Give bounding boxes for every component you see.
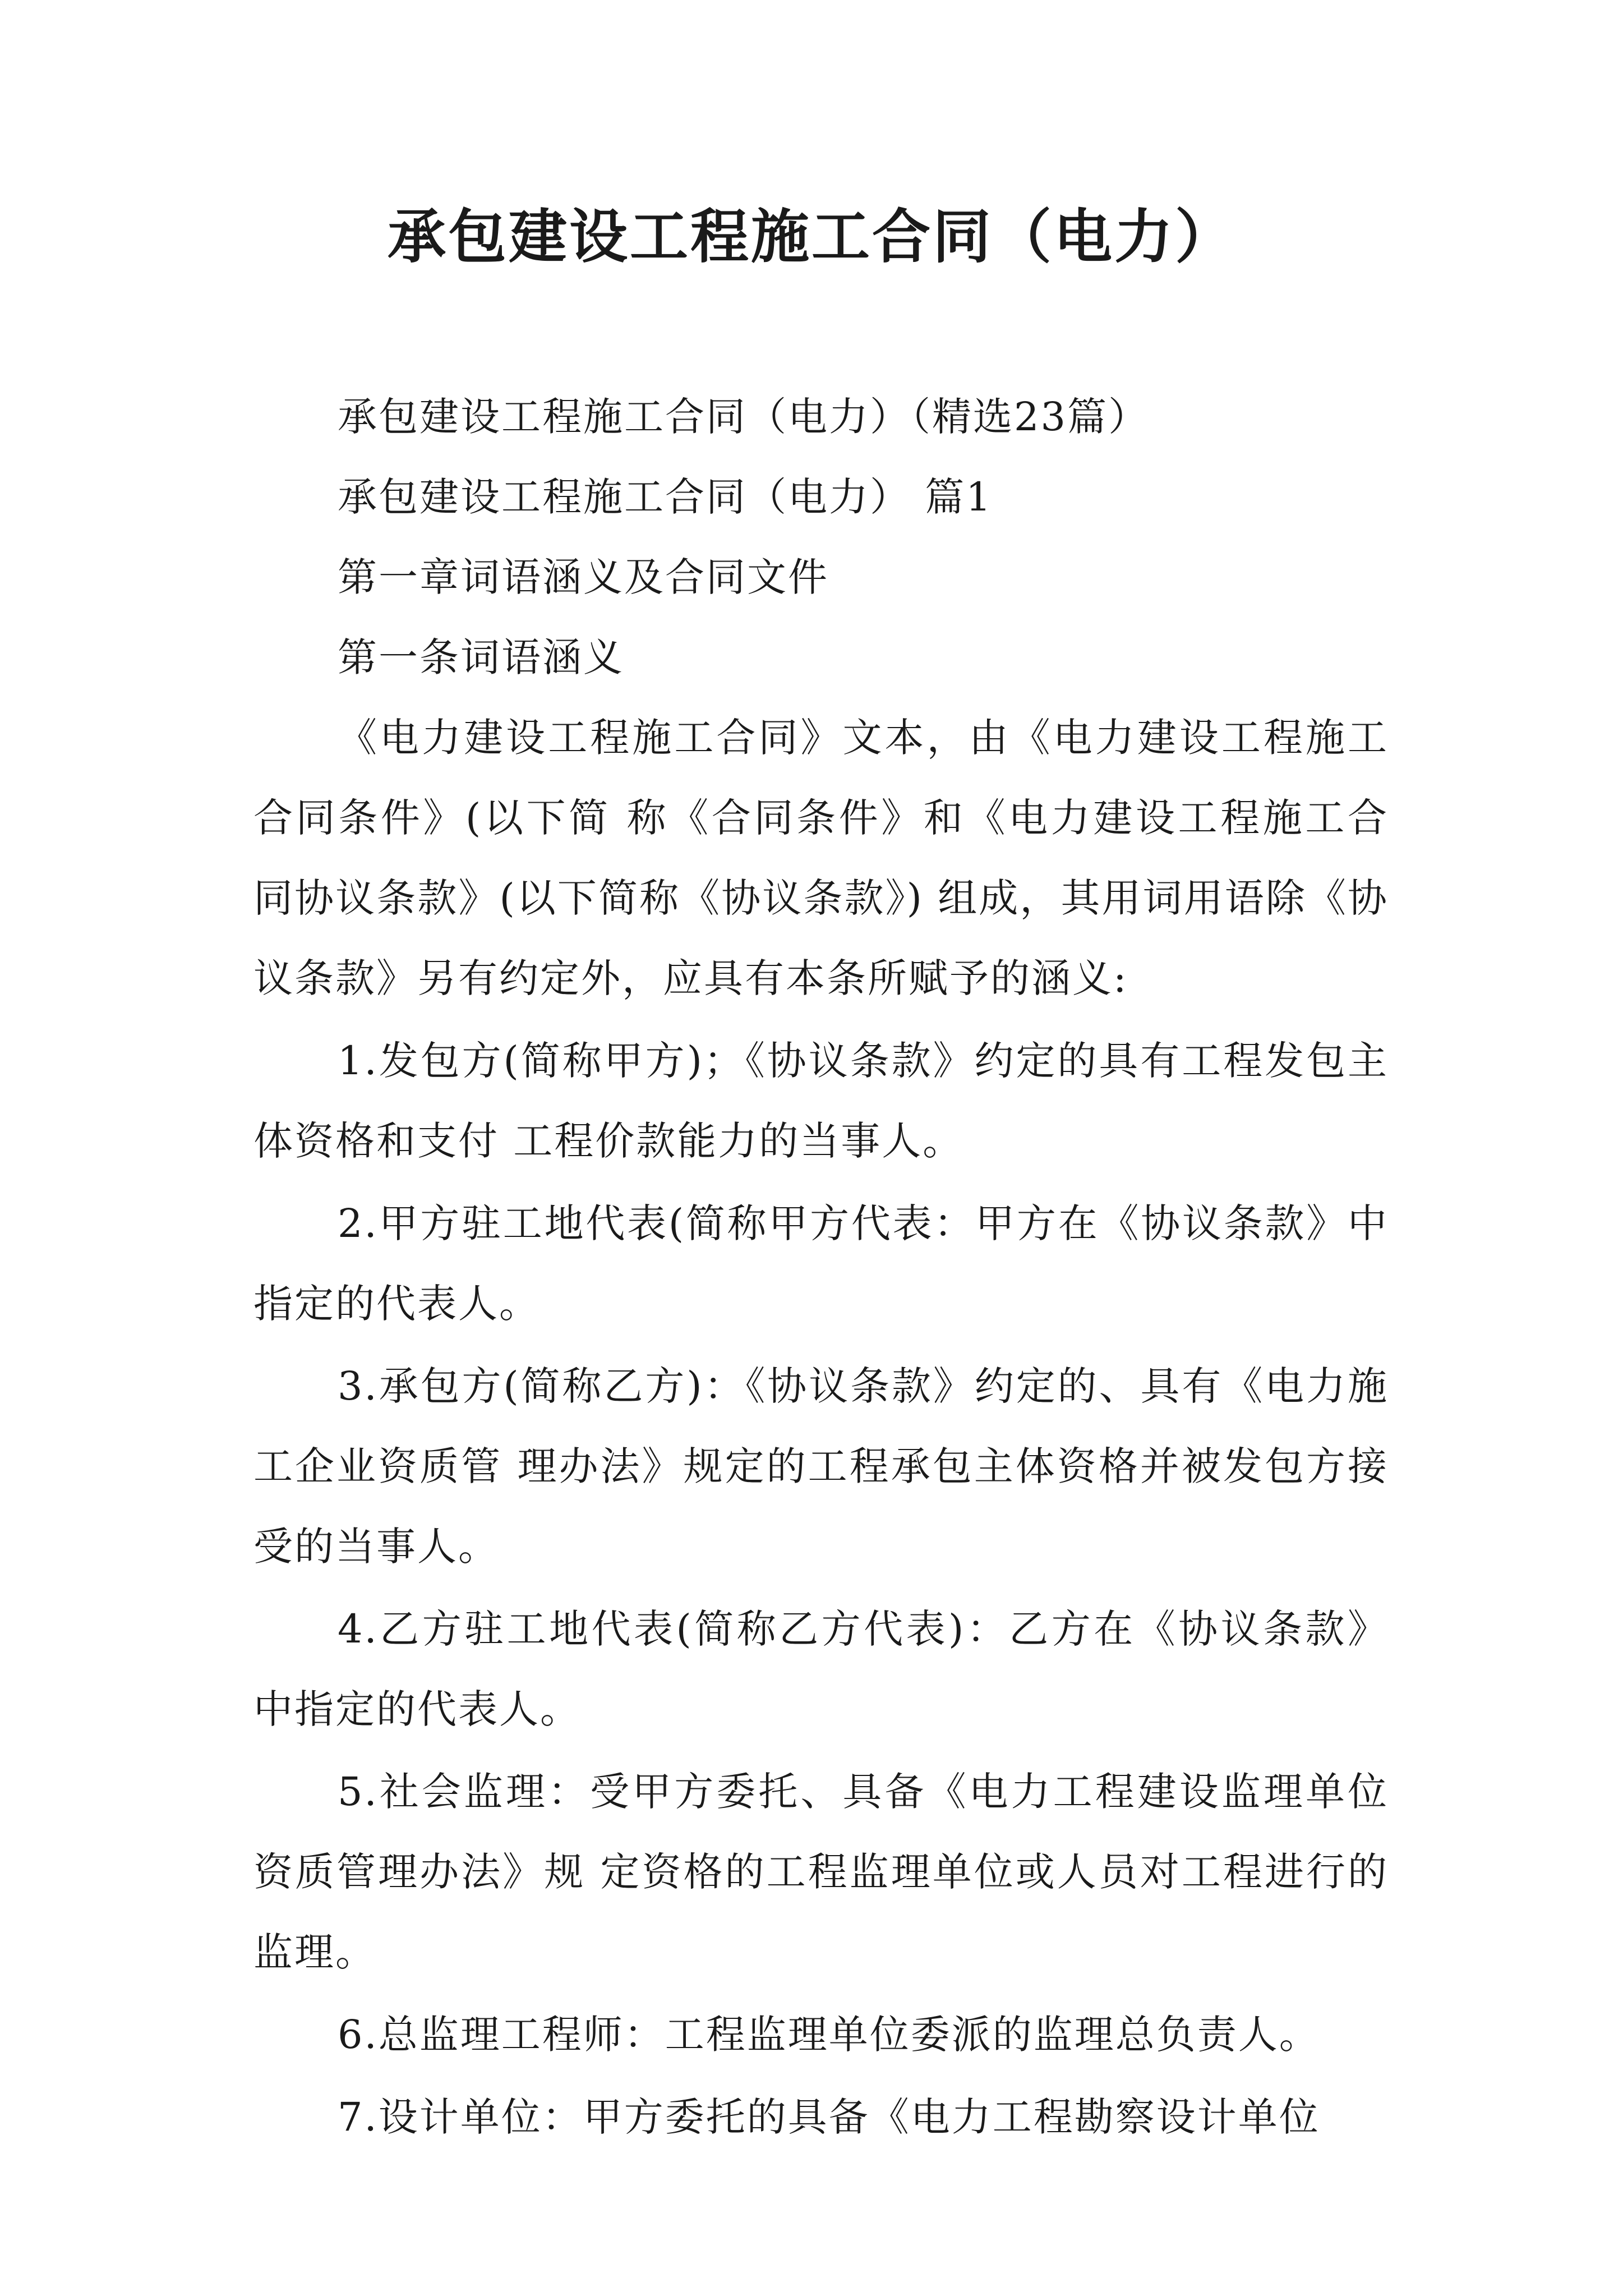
document-title: 承包建设工程施工合同（电力） [387,203,1235,271]
paragraph-item-5: 5.社会监理：受甲方委托、具备《电力工程建设监理单位资质管理办法》规 定资格的工程监理单位或人员对工程进行的监理。 [253,1769,1389,1975]
paragraph-item-2: 2.甲方驻工地代表(简称甲方代表：甲方在《协议条款》中指定的代表人。 [253,1200,1389,1327]
paragraph-item-1: 1.发包方(简称甲方)；《协议条款》约定的具有工程发包主体资格和支付 工程价款能力的当事人。 [253,1038,1389,1164]
document-body [253,377,1389,2157]
paragraph-item-3: 3.承包方(简称乙方)：《协议条款》约定的、具有《电力施工企业资质管 理办法》规定的工程承包主体资格并被发包方接受的当事人。 [253,1363,1389,1570]
paragraph-item-7: 7.设计单位：甲方委托的具备《电力工程勘察设计单位 [338,2094,1320,2140]
paragraph-intro: 《电力建设工程施工合同》文本，由《电力建设工程施工合同条件》(以下简 称《合同条件》和《电力建设工程施工合同协议条款》(以下简称《协议条款》) 组成，其用词用语除《协议条款》另有约定外，应具有本条所赋予的涵义: [253,715,1389,1001]
paragraph-item-6: 6.总监理工程师：工程监理单位委派的监理总负责人。 [338,2012,1320,2058]
paragraph-article-heading: 第一条词语涵义 [338,634,624,680]
paragraph-subtitle: 承包建设工程施工合同（电力）（精选23篇） [338,394,1150,440]
paragraph-item-4: 4.乙方驻工地代表(简称乙方代表)：乙方在《协议条款》中指定的代表人。 [253,1606,1389,1732]
paragraph-chapter-heading: 第一章词语涵义及合同文件 [338,554,829,600]
paragraph-section-heading: 承包建设工程施工合同（电力） 篇1 [338,474,993,520]
